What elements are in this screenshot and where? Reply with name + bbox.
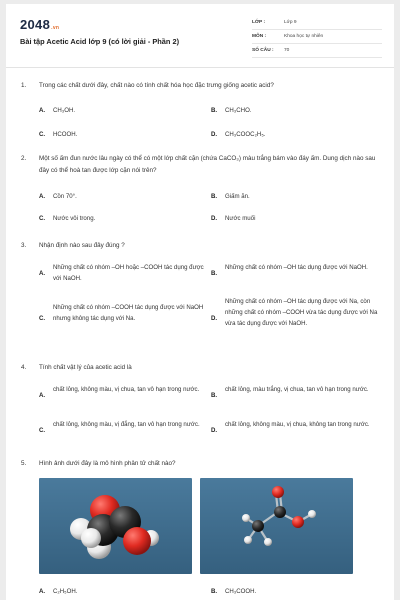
document-title: Bài tập Acetic Acid lớp 9 (có lời giải - Phần 2)	[20, 37, 180, 46]
logo-suffix: .vn	[51, 25, 60, 31]
question-number: 1.	[21, 82, 27, 89]
option-text: CH₃COOC₂H₅.	[225, 131, 266, 138]
option-letter: B.	[211, 107, 218, 114]
option-text: HCOOH.	[53, 131, 78, 138]
question-text: Tính chất vật lý của acetic acid là	[39, 364, 132, 371]
option-text: Những chất có nhóm –COOH tác dụng được với NaOH nhưng không tác dụng với Na.	[53, 304, 204, 322]
meta-value: Lớp 9	[284, 20, 297, 25]
option-letter: D.	[211, 131, 218, 138]
option-text: Nước vôi trong.	[53, 215, 96, 222]
space-filling-model-image	[39, 478, 192, 574]
option-text: C₂H₅OH.	[53, 588, 78, 595]
question-text: Hình ảnh dưới đây là mô hình phân tử chất nào?	[39, 460, 176, 467]
option-letter: B.	[211, 193, 218, 200]
meta-row-class	[252, 16, 382, 30]
meta-value: Khoa học tự nhiên	[284, 34, 324, 39]
question-number: 3.	[21, 242, 27, 249]
option-text: Cồn 70°.	[53, 193, 77, 200]
option-letter: D.	[211, 215, 218, 222]
option-letter: C.	[39, 215, 46, 222]
option-letter: A.	[39, 588, 46, 595]
question-text: Nhận định nào sau đây đúng ?	[39, 242, 125, 249]
meta-label: SỐ CÂU :	[252, 48, 274, 53]
option-text: chất lỏng, không màu, vị đắng, tan vô hạn trong nước.	[53, 421, 200, 428]
option-text: CH₃CHO.	[225, 107, 252, 114]
option-letter: A.	[39, 392, 46, 399]
option-letter: C.	[39, 131, 46, 138]
option-text: chất lỏng, không màu, vị chua, tan vô hạn trong nước.	[53, 386, 200, 393]
option-text: CH₃OH.	[53, 107, 76, 114]
document-header	[6, 4, 394, 68]
option-text: chất lỏng, không màu, vị chua, không tan trong nước.	[225, 421, 370, 428]
meta-label: LỚP :	[252, 20, 266, 25]
question-number: 4.	[21, 364, 27, 371]
option-text: Giấm ăn.	[225, 193, 250, 200]
option-letter: C.	[39, 315, 46, 322]
molecule-model-ball-and-stick	[200, 478, 353, 574]
option-text: Những chất có nhóm –OH hoặc –COOH tác dụng được với NaOH.	[53, 264, 204, 282]
option-letter: D.	[211, 315, 218, 322]
option-text: chất lỏng, màu trắng, vị chua, tan vô hạn trong nước.	[225, 386, 369, 393]
question-text: Một số ấm đun nước lâu ngày có thể có một lớp chất cặn (chứa CaCO₃) màu trắng bám vào đáy ấm. Dung dịch nào sau đây có thể hoà tan được lớp cặn nói trên?	[39, 155, 376, 174]
option-text: Những chất có nhóm –OH tác dụng được với NaOH.	[225, 264, 368, 271]
document-meta	[252, 16, 382, 58]
option-text: CH₃COOH.	[225, 588, 257, 595]
option-letter: A.	[39, 107, 46, 114]
logo-main: 2048	[20, 17, 51, 32]
option-text: Nước muối	[225, 215, 256, 222]
option-letter: B.	[211, 270, 218, 277]
option-letter: A.	[39, 270, 46, 277]
option-text: Những chất có nhóm –OH tác dụng được với Na, còn những chất có nhóm –COOH vừa tác dụng được với Na vừa tác dụng được với NaOH.	[225, 298, 378, 327]
molecule-model-space-filling	[39, 478, 192, 574]
question-number: 5.	[21, 460, 27, 467]
option-letter: D.	[211, 427, 218, 434]
option-letter: A.	[39, 193, 46, 200]
meta-value: 70	[284, 48, 290, 53]
question-text: Trong các chất dưới đây, chất nào có tính chất hóa học đặc trưng giống acetic acid?	[39, 82, 274, 89]
meta-row-count	[252, 44, 382, 58]
option-letter: C.	[39, 427, 46, 434]
question-number: 2.	[21, 155, 27, 162]
option-letter: B.	[211, 392, 218, 399]
site-logo[interactable]	[20, 17, 59, 32]
meta-row-subject	[252, 30, 382, 44]
ball-and-stick-model-image	[200, 478, 353, 574]
option-letter: B.	[211, 588, 218, 595]
meta-label: MÔN :	[252, 34, 267, 39]
document-page	[6, 4, 394, 600]
